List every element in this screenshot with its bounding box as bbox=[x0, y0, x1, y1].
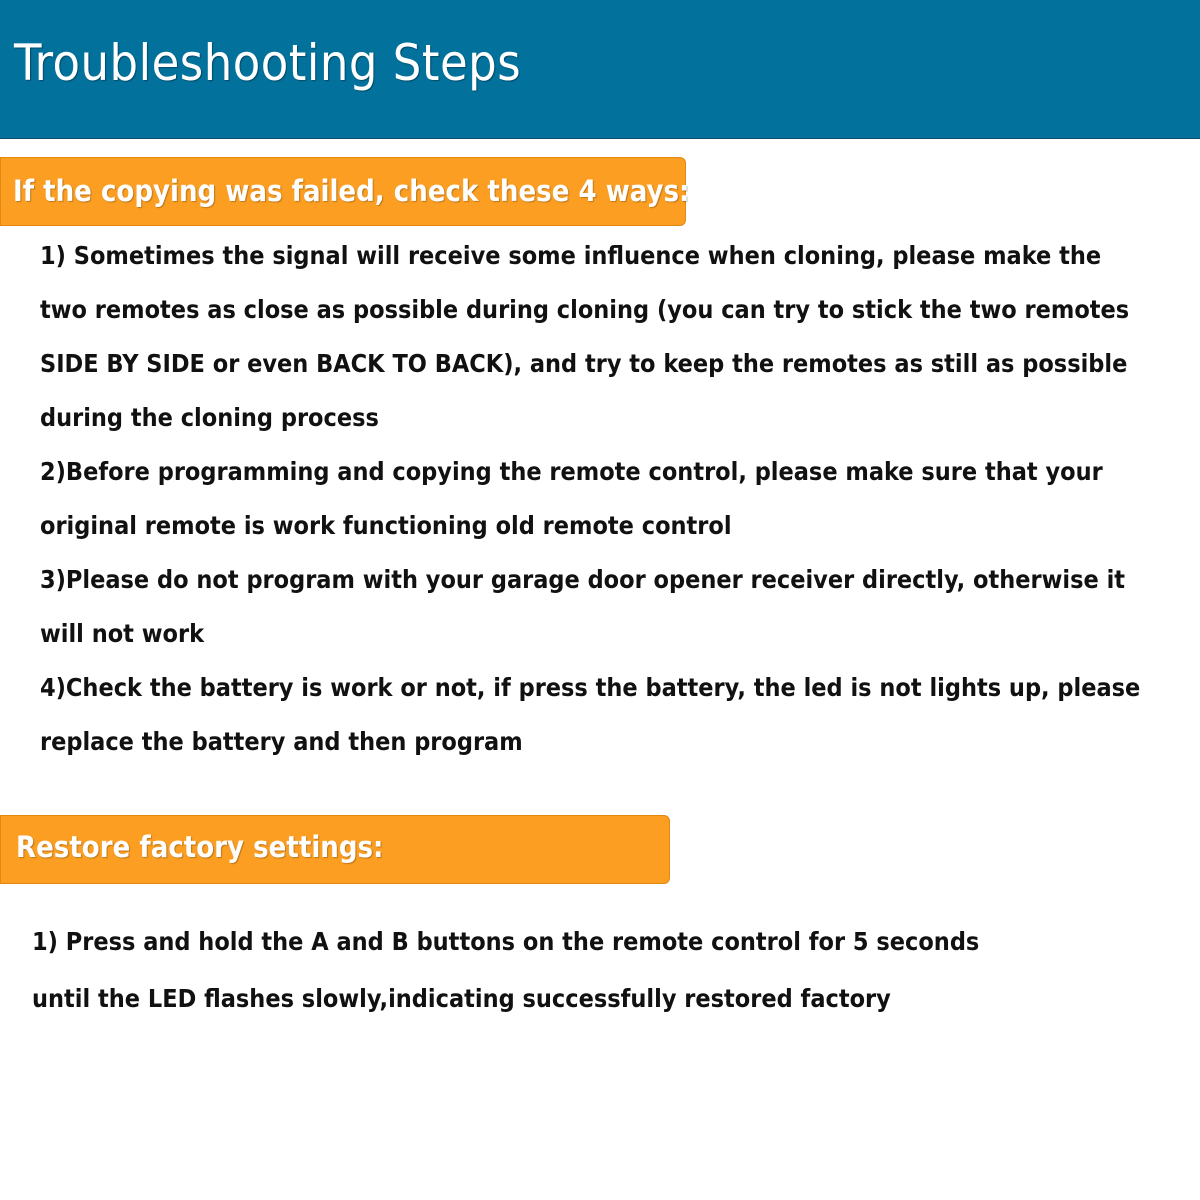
step-1-line-3: SIDE BY SIDE or even BACK TO BACK), and try to keep the remotes as still as possible bbox=[40, 349, 1128, 378]
troubleshooting-steps-list bbox=[40, 229, 1140, 769]
failed-copying-banner bbox=[0, 157, 690, 226]
step-4-line-2: replace the battery and then program bbox=[40, 727, 523, 756]
page-title: Troubleshooting Steps bbox=[14, 34, 522, 92]
step-1-line-4: during the cloning process bbox=[40, 403, 379, 432]
restore-step-line-1: 1) Press and hold the A and B buttons on the remote control for 5 seconds bbox=[32, 927, 980, 956]
restore-step-line-2: until the LED flashes slowly,indicating successfully restored factory bbox=[32, 984, 891, 1013]
step-2-line-1: 2)Before programming and copying the remote control, please make sure that your bbox=[40, 457, 1103, 486]
step-4-line-1: 4)Check the battery is work or not, if press the battery, the led is not lights up, please bbox=[40, 673, 1141, 702]
step-1-line-2: two remotes as close as possible during cloning (you can try to stick the two remotes bbox=[40, 295, 1130, 324]
page-header bbox=[0, 0, 1200, 139]
restore-factory-heading: Restore factory settings: bbox=[16, 830, 384, 864]
step-2-line-2: original remote is work functioning old remote control bbox=[40, 511, 732, 540]
step-1-line-1: 1) Sometimes the signal will receive some influence when cloning, please make the bbox=[40, 241, 1102, 270]
step-3-line-2: will not work bbox=[40, 619, 205, 648]
failed-copying-heading: If the copying was failed, check these 4 ways: bbox=[13, 174, 690, 208]
restore-factory-banner bbox=[0, 815, 670, 884]
restore-steps-list bbox=[32, 913, 979, 1027]
step-3-line-1: 3)Please do not program with your garage door opener receiver directly, otherwise it bbox=[40, 565, 1126, 594]
